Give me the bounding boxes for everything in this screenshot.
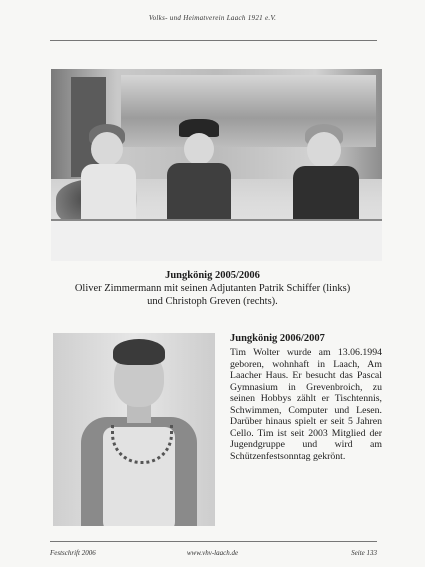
- footer-rule: [50, 541, 377, 542]
- page-header: Volks- und Heimatverein Laach 1921 e.V.: [148, 14, 277, 22]
- biography: [230, 333, 382, 462]
- footer-page-number: Seite 133: [351, 549, 377, 557]
- caption-line-1: Oliver Zimmermann mit seinen Adjutanten Patrik Schiffer (links): [74, 283, 351, 294]
- bio-title: Jungkönig 2006/2007: [230, 333, 325, 344]
- photo-caption: [0, 269, 425, 308]
- group-photo: [51, 69, 382, 261]
- caption-title: Jungkönig 2005/2006: [165, 270, 260, 281]
- footer-website: www.vhv-laach.de: [186, 549, 239, 557]
- caption-line-2: und Christoph Greven (rechts).: [147, 296, 278, 307]
- bio-text: Tim Wolter wurde am 13.06.1994 geboren, wohnhaft in Laach, Am Laacher Haus. Er besucht das Pascal Gymnasium in Grevenbroich, zu seinen Hobbys zählt er Tischtennis, Schwimmen, Computer und Lesen. Darüber hinaus spielt er seit 5 Jahren Cello. Tim ist seit 2003 Mitglied der Jugendgruppe und wird am Schützenfestsonntag gekrönt.: [230, 347, 382, 462]
- table: [51, 219, 382, 261]
- footer-publication: Festschrift 2006: [50, 549, 96, 557]
- portrait-photo: [53, 333, 215, 526]
- header-rule: [50, 40, 377, 41]
